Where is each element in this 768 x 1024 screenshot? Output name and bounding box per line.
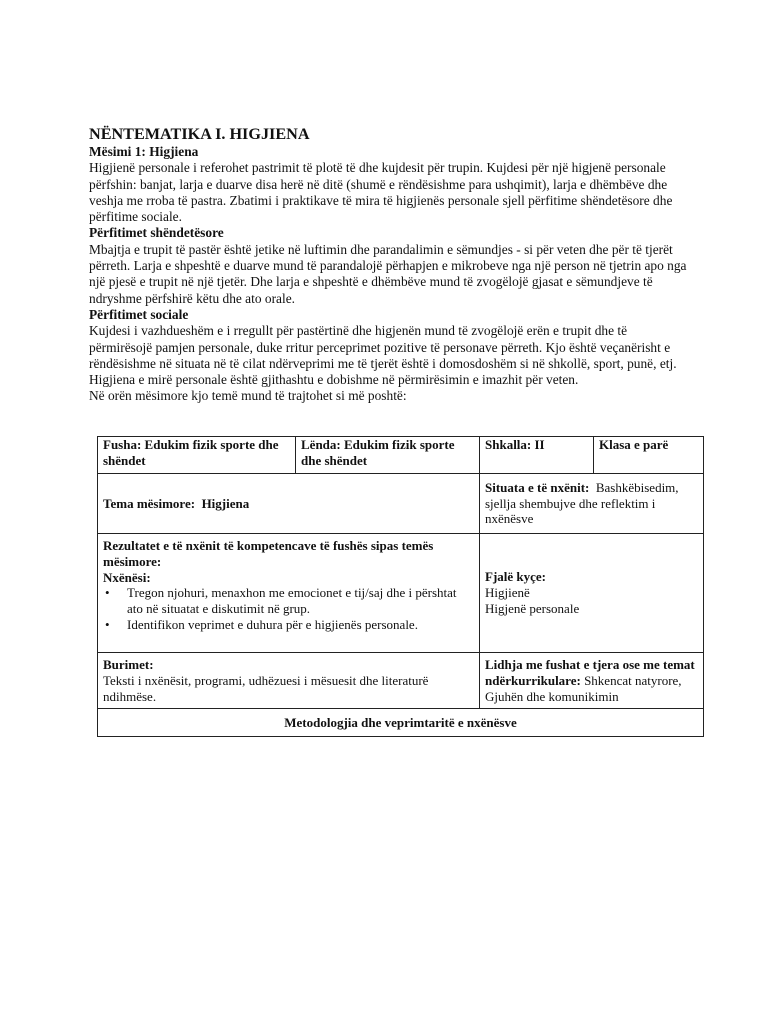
cell-metodologjia: Metodologjia dhe veprimtaritë e nxënësve — [98, 709, 704, 737]
nxenesi-label: Nxënësi: — [103, 569, 151, 585]
outcomes-list — [103, 585, 474, 632]
tema-label: Tema mësimore: — [103, 495, 196, 511]
table-row-tema — [98, 474, 704, 534]
cell-fusha: Fusha: Edukim fizik sporte dhe shëndet — [98, 437, 296, 474]
social-paragraph: Kujdesi i vazhdueshëm e i rregullt për pastërtinë dhe higjenën mund të zvogëlojë erën e trupit dhe të përmirësojë pamjen personale, duke rritur perceprimet pozitive të personave përreth. Kjo është veçanërisht e rëndësishme në situata në të cilat ndërveprimi me të tjerët është i domosdoshëm si në shkollë, sport, punë, etj. Higjiena e mirë personale është gjithashtu e dobishme në përmirësimin e imazhit për veten. — [89, 323, 677, 388]
list-item — [105, 585, 474, 617]
fjale-item: Higjenë personale — [485, 600, 580, 616]
cell-lenda: Lënda: Edukim fizik sporte dhe shëndet — [296, 437, 480, 474]
list-item — [105, 616, 474, 633]
document-body — [89, 124, 689, 405]
social-heading: Përfitimet sociale — [89, 306, 189, 322]
rezultatet-heading: Rezultatet e të nxënit të kompetencave të fushës sipas temës mësimore: — [103, 538, 434, 569]
table-row-header — [98, 437, 704, 474]
situata-label: Situata e të nxënit: — [485, 479, 590, 495]
burimet-label: Burimet: — [103, 657, 154, 672]
document-title: NËNTEMATIKA I. HIGJIENA — [89, 125, 310, 143]
situata-value: Bashkëbisedim, sjellja shembujve dhe reflektim i nxënësve — [485, 479, 679, 527]
table-row-metodologjia — [98, 709, 704, 737]
tema-value: Higjiena — [201, 495, 250, 511]
outcome-text: Tregon njohuri, menaxhon me emocionet e tij/saj dhe i përshtat ato në situatat e diskutimit në grup. — [127, 585, 457, 617]
bullet-dot: • — [105, 616, 110, 632]
burimet-value: Teksti i nxënësit, programi, udhëzuesi i mësuesit dhe literaturë ndihmëse. — [103, 672, 429, 704]
bullet-dot: • — [105, 585, 110, 601]
outcome-text: Identifikon veprimet e duhura për e higjienës personale. — [127, 616, 418, 632]
health-heading: Përfitimet shëndetësore — [89, 225, 224, 241]
cell-burimet — [98, 653, 480, 709]
lidhja-label: Lidhja me fushat e tjera ose me temat ndërkurrikulare: — [485, 657, 695, 688]
table-row-burimet — [98, 653, 704, 709]
cell-fjale-kyce — [480, 534, 704, 653]
intro-paragraph: Higjienë personale i referohet pastrimit të plotë të dhe kujdesit për trupin. Kujdesi për një higjenë personale përfshin: banjat, larja e duarve disa herë në ditë (shumë e rëndësishme para ushqimit), larja e dhëmbëve dhe veshja me rroba të pastra. Zbatimi i praktikave të mira të higjienës personale sjell përfitime shëndetësore dhe përfitime sociale. — [89, 160, 673, 225]
lidhja-value: Shkencat natyrore, Gjuhën dhe komunikimin — [485, 672, 682, 704]
lesson-plan-table — [97, 436, 704, 737]
cell-lidhja — [480, 653, 704, 709]
lesson-heading: Mësimi 1: Higjiena — [89, 144, 199, 159]
cell-rezultatet — [98, 534, 480, 653]
cell-situata — [480, 474, 704, 534]
cell-klasa: Klasa e parë — [594, 437, 704, 474]
cell-tema — [98, 474, 480, 534]
health-paragraph: Mbajtja e trupit të pastër është jetike në luftimin dhe parandalimin e sëmundjes - si për veten dhe për të tjerët përreth. Larja e shpeshtë e duarve mund të parandalojë përhapjen e mikrobeve nga një person në tjetrin apo nga një pjesë e trupit në një tjetër. Dhe larja e shpeshtë e dhëmbëve mund të zvogëlojë gjasat e sëmundjeve të ndryshme përfshirë këtu dhe ato orale. — [89, 241, 687, 306]
cell-shkalla: Shkalla: II — [480, 437, 594, 474]
table-row-rezultatet — [98, 534, 704, 653]
fjale-label: Fjalë kyçe: — [485, 569, 547, 585]
closing-paragraph: Në orën mësimore kjo temë mund të trajtohet si më poshtë: — [89, 388, 407, 404]
fjale-item: Higjienë — [485, 585, 530, 601]
